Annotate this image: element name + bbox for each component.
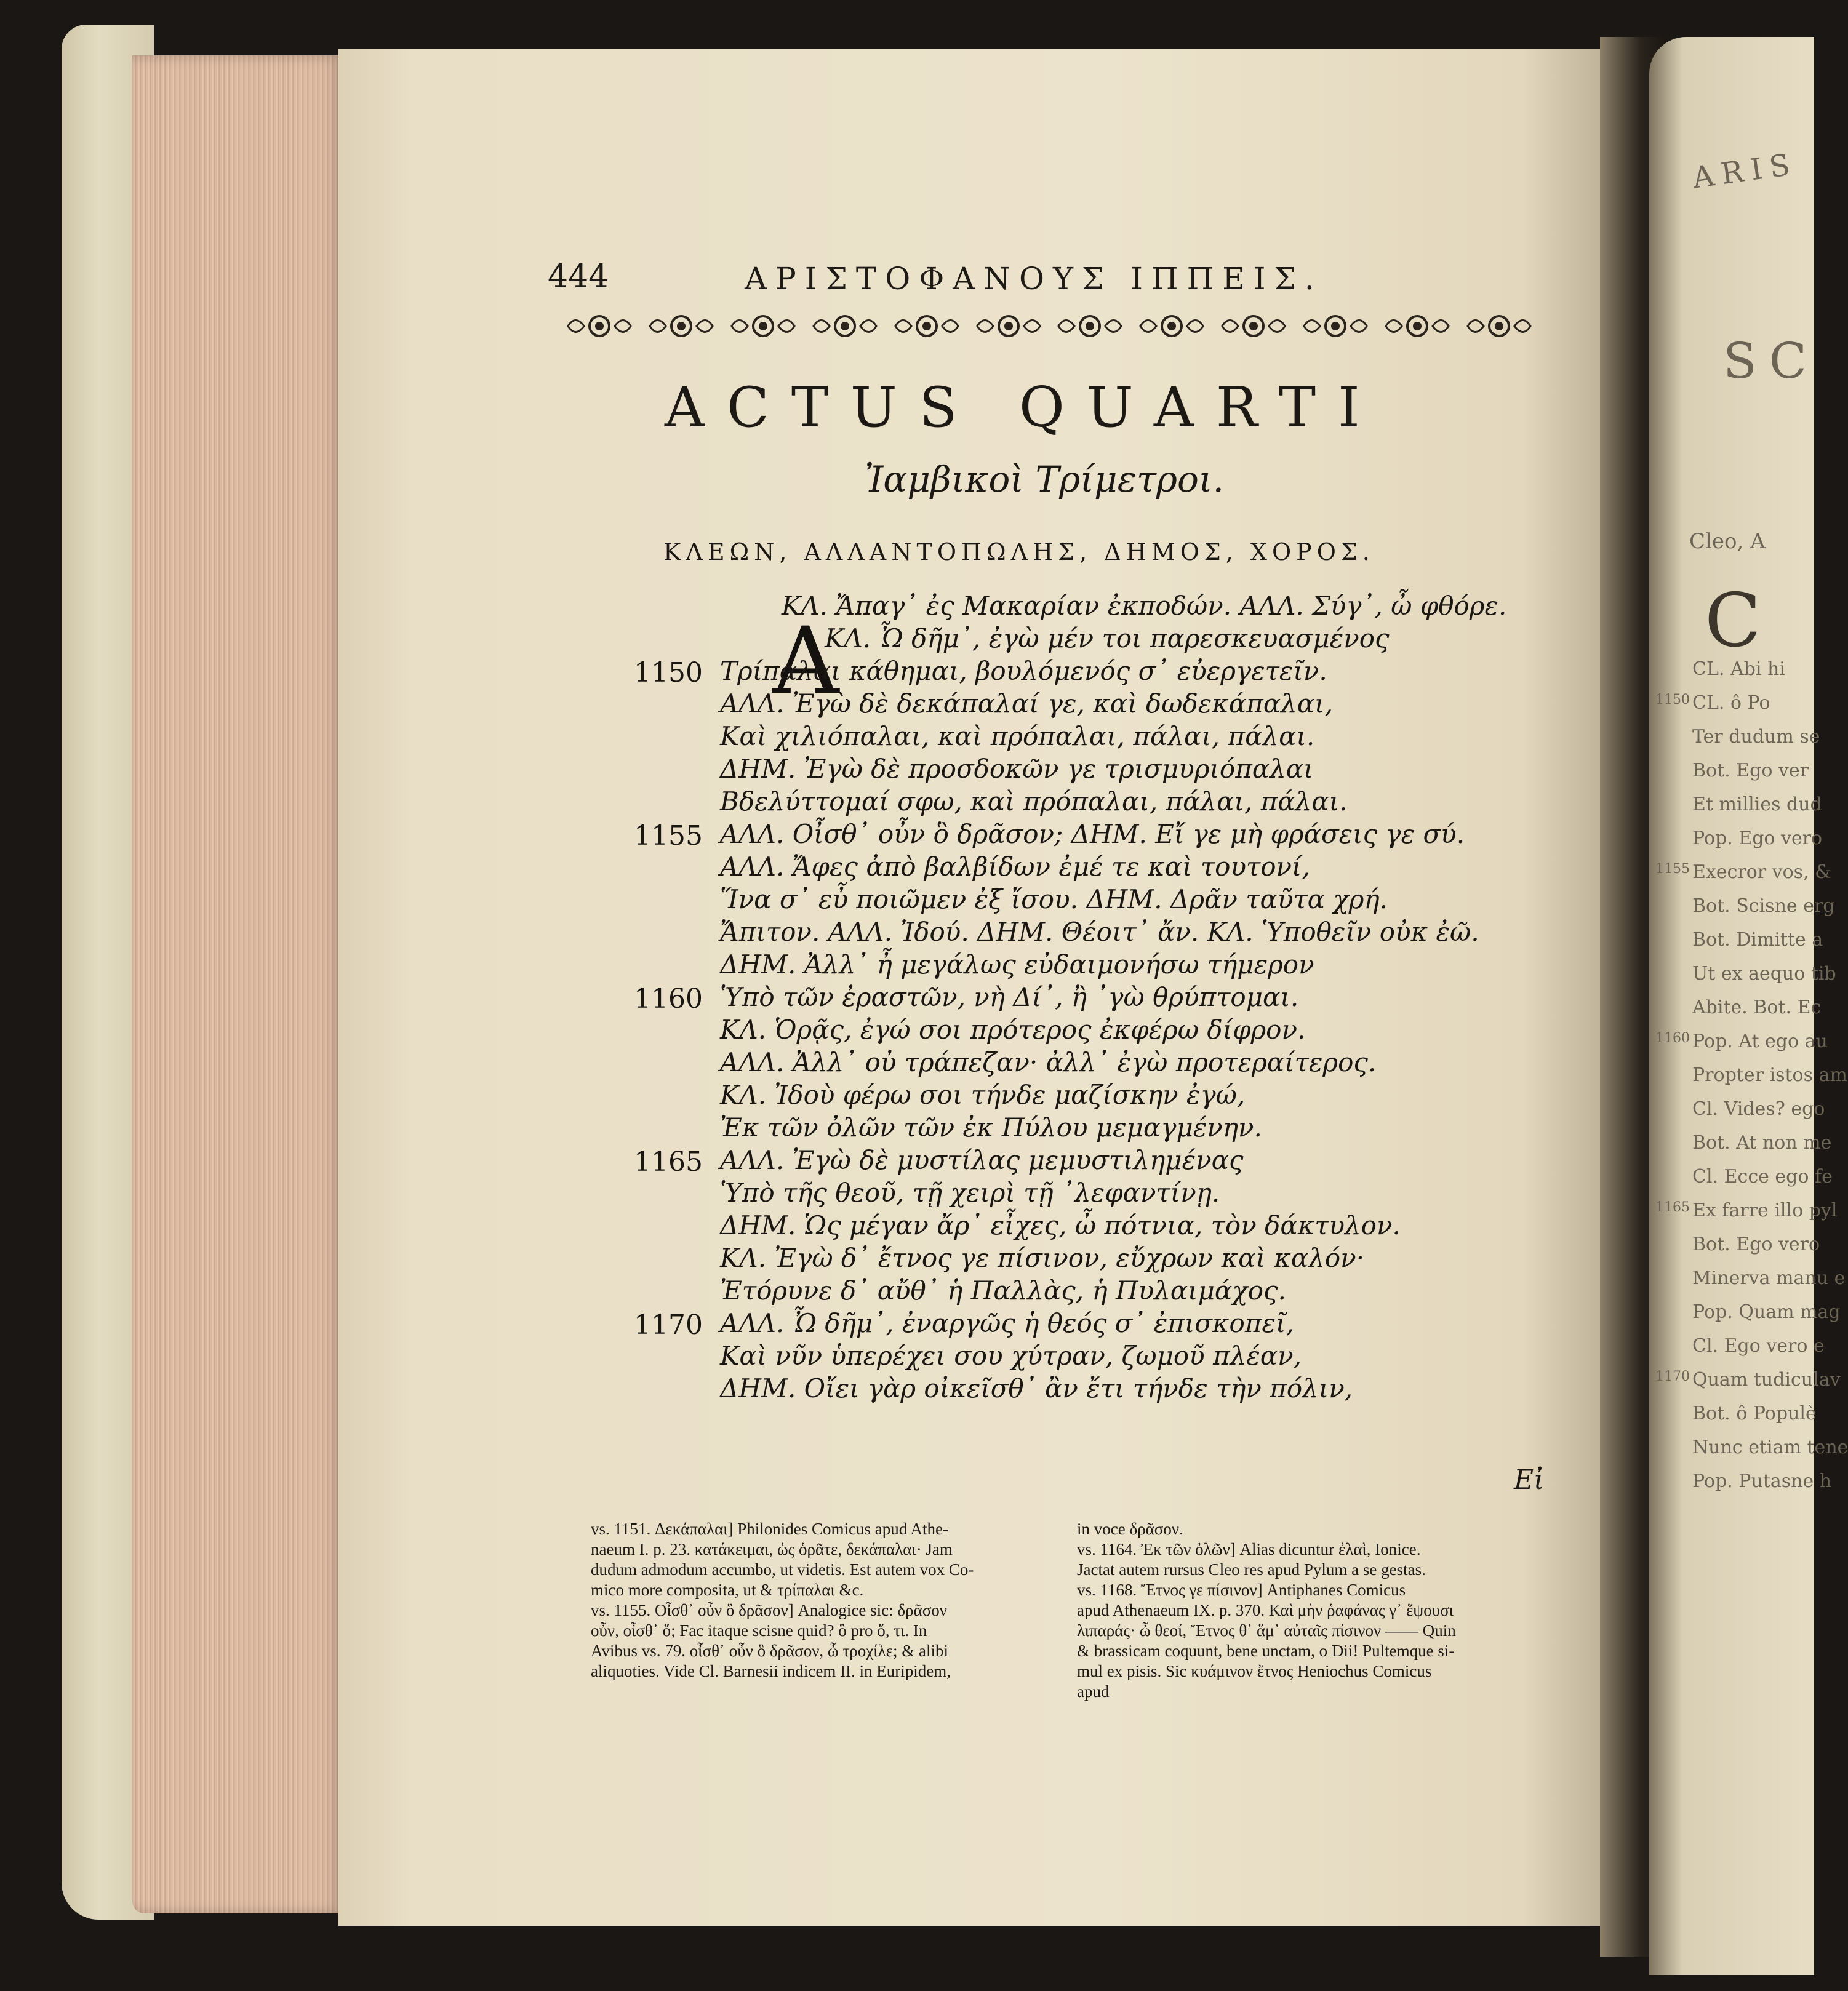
facing-line: Cl. Ecce ego fe <box>1692 1166 1833 1187</box>
facing-line: Pop. At ego au <box>1692 1031 1828 1052</box>
footnote-line: λιπαράς· ὦ θεοί, Ἔτνος θ᾽ ἅμ᾽ αὐταῖς πίσινον —— Quin <box>1077 1621 1456 1640</box>
verse-line: ΔΗΜ. Ἀλλ᾽ ἦ μεγάλως εὐδαιμονήσω τήμερον <box>720 949 1314 980</box>
facing-line: CL. ô Po <box>1692 692 1770 714</box>
footnote-line: Jactat autem rursus Cleo res apud Pylum a se gestas. <box>1077 1560 1426 1579</box>
facing-line: Pop. Putasne h <box>1692 1470 1832 1492</box>
ornament-fleuron <box>1463 311 1535 341</box>
act-title: ACTUS QUARTI <box>665 375 1382 440</box>
line-number: 1155 <box>634 820 703 852</box>
verse-line: ΑΛΛ. Οἶσθ᾽ οὖν ὃ δρᾶσον; ΔΗΜ. Εἴ γε μὴ φράσεις γε σύ. <box>720 819 1465 849</box>
facing-line: Cl. Vides? ego <box>1692 1098 1825 1120</box>
footnote-line: apud Athenaeum IX. p. 370. Καὶ μὴν ῥαφάνας γ᾽ ἕψουσι <box>1077 1601 1454 1619</box>
facing-line: Bot. Dimitte a <box>1692 929 1823 951</box>
facing-line: CL. Abi hi <box>1692 658 1785 680</box>
facing-speakers: Cleo, A <box>1689 529 1766 554</box>
facing-line: Execror vos, & <box>1692 861 1831 883</box>
line-number: 1150 <box>634 657 703 688</box>
verse-line: ΑΛΛ. Ὦ δῆμ᾽, ἐναργῶς ἡ θεός σ᾽ ἐπισκοπεῖ, <box>720 1308 1294 1338</box>
ornament-fleuron <box>809 311 881 341</box>
ornament-fleuron <box>1299 311 1372 341</box>
facing-line: Bot. Ego vero <box>1692 1234 1820 1255</box>
ornament-fleuron <box>1054 311 1126 341</box>
facing-page <box>1649 37 1848 1975</box>
verse-line: ΚΛ. Ὁρᾷς, ἐγώ σοι πρότερος ἐκφέρω δίφρον. <box>720 1015 1306 1045</box>
ornament-fleuron <box>890 311 963 341</box>
facing-line: Minerva manu e <box>1692 1267 1846 1289</box>
facing-line: Bot. At non me <box>1692 1132 1832 1154</box>
facing-line: Cl. Ego vero e <box>1692 1335 1825 1357</box>
act-subtitle: Ἰαμβικοὶ Τρίμετροι. <box>865 458 1225 500</box>
facing-line: Pop. Ego vero <box>1692 828 1823 849</box>
verse-line: ΚΛ. Ἄπαγ᾽ ἐς Μακαρίαν ἐκποδών. ΑΛΛ. Σύγ᾽, ὦ φθόρε. <box>782 591 1507 621</box>
facing-line: Abite. Bot. Ec <box>1692 997 1822 1018</box>
facing-line: Propter istos am <box>1692 1064 1847 1086</box>
footnote-line: vs. 1168. Ἔτνος γε πίσινον] Antiphanes Comicus <box>1077 1581 1406 1599</box>
verse-line: ΔΗΜ. Ὡς μέγαν ἄρ᾽ εἶχες, ὦ πότνια, τὸν δάκτυλον. <box>720 1210 1401 1240</box>
footnote-line: vs. 1151. Δεκάπαλαι] Philonides Comicus apud Athe- <box>591 1520 948 1538</box>
catchword: Εἰ <box>1514 1464 1545 1496</box>
footnote-line: & brassicam coquunt, bene unctam, o Dii! Pultemque si- <box>1077 1642 1455 1660</box>
facing-line: Nunc etiam tene <box>1692 1437 1848 1458</box>
page-fore-edge <box>132 55 342 1913</box>
footnote-line: Avibus vs. 79. οἶσθ᾽ οὖν ὃ δρᾶσον, ὦ τροχίλε; & alibi <box>591 1642 948 1660</box>
facing-line-number: 1160 <box>1655 1031 1690 1046</box>
verse-line: Βδελύττομαί σφω, καὶ πρόπαλαι, πάλαι, πάλαι. <box>720 786 1348 816</box>
running-title: ΑΡΙΣΤΟΦΑΝΟΥΣ ΙΠΠΕΙΣ. <box>745 261 1323 297</box>
verse-line: Καὶ χιλιόπαλαι, καὶ πρόπαλαι, πάλαι, πάλαι. <box>720 721 1315 751</box>
facing-line: Bot. Ego ver <box>1692 760 1809 781</box>
footnote-line: dudum admodum accumbo, ut videtis. Est autem vox Co- <box>591 1560 974 1579</box>
verse-line: ΑΛΛ. Ἐγὼ δὲ δεκάπαλαί γε, καὶ δωδεκάπαλαι, <box>720 688 1333 719</box>
footnote-line: naeum I. p. 23. κατάκειμαι, ὡς ὁρᾶτε, δεκάπαλαι· Jam <box>591 1540 953 1558</box>
facing-scene-heading: SC <box>1723 332 1820 389</box>
footnote-line: mul ex pisis. Sic κυάμινον ἔτνος Heniochus Comicus <box>1077 1662 1432 1680</box>
facing-line: Pop. Quam mag <box>1692 1301 1841 1323</box>
facing-line: Bot. ô Populè <box>1692 1403 1817 1424</box>
verse-line: ΑΛΛ. Ἐγὼ δὲ μυστίλας μεμυστιλημένας <box>720 1145 1244 1175</box>
footnote-line: apud <box>1077 1682 1110 1701</box>
facing-line: Bot. Scisne erg <box>1692 895 1835 917</box>
verse-line: ΚΛ. Ὦ δῆμ᾽, ἐγὼ μέν τοι παρεσκευασμένος <box>825 623 1390 653</box>
verse-line: Ἐτόρυνε δ᾽ αὔθ᾽ ἡ Παλλὰς, ἡ Πυλαιμάχος. <box>720 1275 1286 1306</box>
running-head <box>548 258 1348 308</box>
verse-line: ΑΛΛ. Ἄφες ἀπὸ βαλβίδων ἐμέ τε καὶ τουτονί, <box>720 852 1310 882</box>
ornament-fleuron <box>727 311 799 341</box>
page-number: 444 <box>548 258 609 295</box>
footnote-line: in voce δρᾶσον. <box>1077 1520 1183 1538</box>
facing-line: Ex farre illo pyl <box>1692 1200 1838 1221</box>
ornament-band <box>563 308 1535 345</box>
line-number: 1165 <box>634 1146 703 1178</box>
facing-line: Ut ex aequo tib <box>1692 963 1836 984</box>
drop-cap: Α <box>772 608 839 715</box>
ornament-fleuron <box>645 311 718 341</box>
ornament-fleuron <box>1217 311 1290 341</box>
facing-line-number: 1150 <box>1655 692 1690 708</box>
cast-list: ΚΛΕΩΝ, ΑΛΛΑΝΤΟΠΩΛΗΣ, ΔΗΜΟΣ, ΧΟΡΟΣ. <box>663 538 1375 565</box>
verse-line: Τρίπαλαι κάθημαι, βουλόμενός σ᾽ εὐεργετεῖν. <box>720 656 1327 686</box>
ornament-fleuron <box>563 311 636 341</box>
facing-line: Quam tudiculav <box>1692 1369 1841 1391</box>
ornament-fleuron <box>1135 311 1208 341</box>
verse-line: ΚΛ. Ἐγὼ δ᾽ ἔτνος γε πίσινον, εὔχρων καὶ καλόν· <box>720 1243 1365 1273</box>
verse-line: Ἄπιτον. ΑΛΛ. Ἰδού. ΔΗΜ. Θέοιτ᾽ ἄν. ΚΛ. Ὑποθεῖν οὐκ ἐῶ. <box>720 917 1479 947</box>
facing-line: Ter dudum se <box>1692 726 1820 748</box>
verse-line: Ἵνα σ᾽ εὖ ποιῶμεν ἐξ ἴσου. ΔΗΜ. Δρᾶν ταῦτα χρή. <box>720 884 1388 914</box>
footnote-line: mico more composita, ut & τρίπαλαι &c. <box>591 1581 864 1599</box>
verse-line: ΔΗΜ. Ἐγὼ δὲ προσδοκῶν γε τρισμυριόπαλαι <box>720 754 1314 784</box>
verse-line: Ὑπὸ τῶν ἐραστῶν, νὴ Δί᾽, ἢ ᾽γὼ θρύπτομαι. <box>720 982 1299 1012</box>
line-number: 1160 <box>634 983 703 1015</box>
footnote-line: vs. 1155. Οἶσθ᾽ οὖν ὃ δρᾶσον] Analogice sic: δρᾶσον <box>591 1601 947 1619</box>
facing-drop-cap: C <box>1705 578 1761 664</box>
verse-line: Ὑπὸ τῆς θεοῦ, τῇ χειρὶ τῇ ᾽λεφαντίνῃ. <box>720 1178 1220 1208</box>
facing-line-number: 1165 <box>1655 1200 1690 1215</box>
verse-line: Καὶ νῦν ὑπερέχει σου χύτραν, ζωμοῦ πλέαν, <box>720 1341 1302 1371</box>
facing-line: Et millies dud <box>1692 794 1822 815</box>
facing-line-number: 1170 <box>1655 1369 1690 1384</box>
footnote-line: aliquoties. Vide Cl. Barnesii indicem II. in Euripidem, <box>591 1662 951 1680</box>
verse-line: ΚΛ. Ἰδοὺ φέρω σοι τήνδε μαζίσκην ἐγώ, <box>720 1080 1246 1110</box>
ornament-fleuron <box>972 311 1045 341</box>
footnote-line: οὖν, οἶσθ᾽ ὅ; Fac itaque scisne quid? ὃ pro ὅ, τι. In <box>591 1621 927 1640</box>
footnote-line: vs. 1164. Ἐκ τῶν ὀλῶν] Alias dicuntur ἐλαὶ, Ionice. <box>1077 1540 1421 1558</box>
line-number: 1170 <box>634 1309 703 1341</box>
facing-running-title: ARIS <box>1690 146 1799 196</box>
ornament-fleuron <box>1381 311 1454 341</box>
verse-line: Ἐκ τῶν ὀλῶν τῶν ἐκ Πύλου μεμαγμένην. <box>720 1112 1262 1143</box>
facing-line-number: 1155 <box>1655 861 1690 877</box>
verse-line: ΑΛΛ. Ἀλλ᾽ οὐ τράπεζαν· ἀλλ᾽ ἐγὼ προτεραίτερος. <box>720 1047 1377 1077</box>
verse-line: ΔΗΜ. Οἴει γὰρ οἰκεῖσθ᾽ ἂν ἔτι τήνδε τὴν πόλιν, <box>720 1373 1353 1403</box>
